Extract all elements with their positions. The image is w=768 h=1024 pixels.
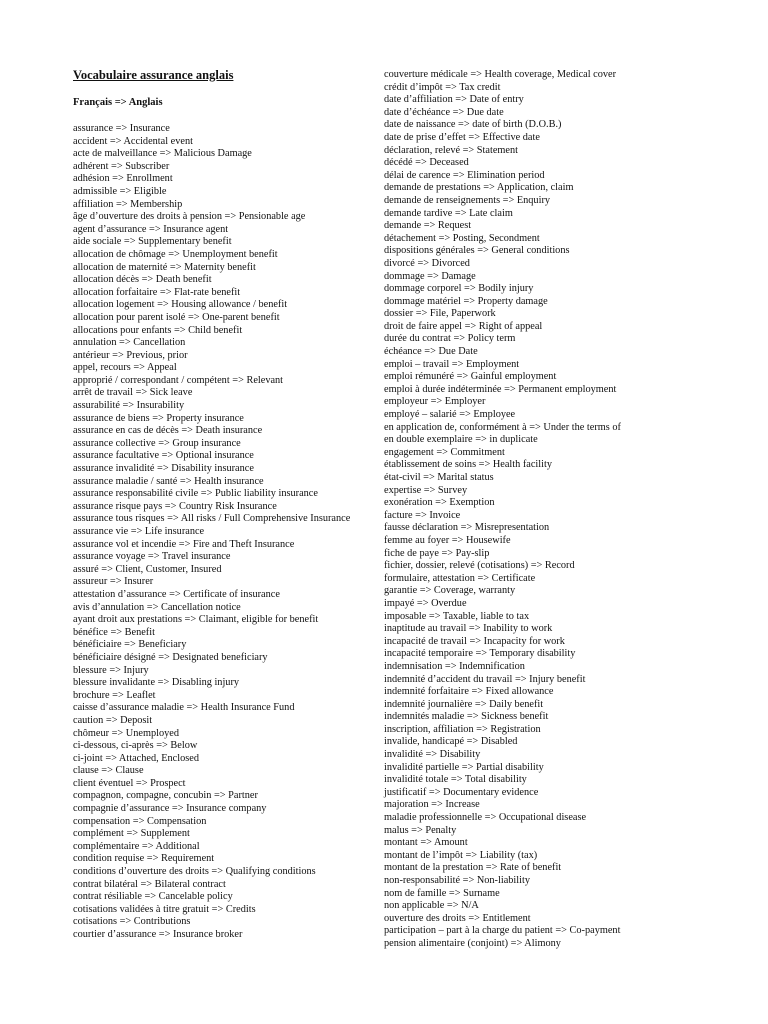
vocabulary-entry: emploi rémunéré => Gainful employment	[384, 371, 557, 383]
vocabulary-entry: clause => Clause	[73, 765, 144, 777]
vocabulary-entry: majoration => Increase	[384, 799, 480, 811]
vocabulary-entry: incapacité temporaire => Temporary disability	[384, 648, 576, 660]
left-entry-list	[73, 123, 363, 942]
vocabulary-entry: allocation forfaitaire => Flat-rate benefit	[73, 286, 241, 298]
vocabulary-entry: caution => Deposit	[73, 714, 153, 726]
vocabulary-entry: brochure => Leaflet	[73, 689, 156, 701]
vocabulary-entry: dommage corporel => Bodily injury	[384, 283, 534, 295]
vocabulary-entry: justificatif => Documentary evidence	[384, 786, 539, 798]
vocabulary-entry: assurance maladie / santé => Health insurance	[73, 475, 264, 487]
vocabulary-entry: incapacité de travail => Incapacity for work	[384, 635, 565, 647]
vocabulary-entry: adhésion => Enrollment	[73, 173, 173, 185]
vocabulary-entry: échéance => Due Date	[384, 346, 478, 358]
vocabulary-entry: antérieur => Previous, prior	[73, 349, 188, 361]
vocabulary-entry: montant => Amount	[384, 837, 468, 849]
vocabulary-entry: dispositions générales => General conditions	[384, 245, 570, 257]
vocabulary-entry: compagnon, compagne, concubin => Partner	[73, 790, 258, 802]
vocabulary-entry: assurance tous risques => All risks / Full Comprehensive Insurance	[73, 513, 351, 525]
vocabulary-entry: indemnité d’accident du travail => Injury benefit	[384, 673, 586, 685]
vocabulary-entry: contrat bilatéral => Bilateral contract	[73, 878, 226, 890]
vocabulary-entry: demande de renseignements => Enquiry	[384, 194, 551, 206]
vocabulary-entry: arrêt de travail => Sick leave	[73, 387, 193, 399]
vocabulary-entry: indemnités maladie => Sickness benefit	[384, 711, 549, 723]
vocabulary-entry: fausse déclaration => Misrepresentation	[384, 522, 550, 534]
vocabulary-entry: assurance en cas de décès => Death insurance	[73, 425, 263, 437]
vocabulary-entry: complémentaire => Additional	[73, 840, 200, 852]
vocabulary-entry: assurance collective => Group insurance	[73, 437, 241, 449]
vocabulary-entry: dommage matériel => Property damage	[384, 295, 548, 307]
vocabulary-entry: garantie => Coverage, warranty	[384, 585, 516, 597]
vocabulary-entry: approprié / correspondant / compétent => Relevant	[73, 374, 284, 386]
vocabulary-entry: non-responsabilité => Non-liability	[384, 875, 531, 886]
vocabulary-entry: avis d’annulation => Cancellation notice	[73, 601, 241, 613]
vocabulary-entry: blessure invalidante => Disabling injury	[73, 677, 240, 689]
vocabulary-entry: assurance de biens => Property insurance	[73, 412, 244, 424]
vocabulary-entry: emploi à durée indéterminée => Permanent employment	[384, 383, 617, 395]
vocabulary-entry: bénéficiaire => Beneficiary	[73, 639, 187, 651]
vocabulary-entry: assurance => Insurance	[73, 123, 170, 134]
vocabulary-entry: formulaire, attestation => Certificate	[384, 572, 536, 584]
vocabulary-entry: affiliation => Membership	[73, 198, 183, 210]
vocabulary-entry: en application de, conformément à => Under the terms of	[384, 421, 621, 433]
vocabulary-entry: invalidité partielle => Partial disability	[384, 761, 544, 773]
vocabulary-entry: ayant droit aux prestations => Claimant, eligible for benefit	[73, 614, 319, 626]
vocabulary-entry: invalidité totale => Total disability	[384, 774, 527, 786]
vocabulary-entry: déclaration, relevé => Statement	[384, 144, 518, 156]
vocabulary-entry: blessure => Injury	[73, 664, 149, 676]
vocabulary-entry: aide sociale => Supplementary benefit	[73, 236, 232, 248]
vocabulary-entry: inscription, affiliation => Registration	[384, 723, 541, 735]
vocabulary-entry: ci-joint => Attached, Enclosed	[73, 752, 199, 764]
vocabulary-entry: non applicable => N/A	[384, 900, 479, 912]
right-column	[384, 68, 680, 951]
vocabulary-entry: date de prise d’effet => Effective date	[384, 131, 540, 143]
vocabulary-entry: fichier, dossier, relevé (cotisations) => Record	[384, 560, 575, 572]
vocabulary-entry: allocation pour parent isolé => One-parent benefit	[73, 311, 280, 323]
vocabulary-entry: appel, recours => Appeal	[73, 362, 177, 374]
vocabulary-entry: assuré => Client, Customer, Insured	[73, 563, 222, 575]
vocabulary-entry: adhérent => Subscriber	[73, 160, 170, 172]
vocabulary-entry: caisse d’assurance maladie => Health Insurance Fund	[73, 702, 295, 714]
vocabulary-entry: assurance voyage => Travel insurance	[73, 551, 231, 563]
vocabulary-entry: assurance vol et incendie => Fire and Theft Insurance	[73, 538, 295, 550]
vocabulary-entry: allocation de chômage => Unemployment benefit	[73, 248, 278, 260]
vocabulary-entry: cotisations => Contributions	[73, 916, 191, 928]
vocabulary-entry: bénéficiaire désigné => Designated beneficiary	[73, 651, 268, 663]
document-title: Vocabulaire assurance anglais	[73, 68, 234, 82]
vocabulary-entry: agent d’assurance => Insurance agent	[73, 223, 229, 235]
vocabulary-entry: demande de prestations => Application, claim	[384, 182, 574, 194]
right-entry-list	[384, 69, 680, 951]
vocabulary-entry: dossier => File, Paperwork	[384, 308, 496, 320]
vocabulary-entry: indemnité journalière => Daily benefit	[384, 698, 544, 710]
vocabulary-entry: assurance facultative => Optional insurance	[73, 450, 254, 462]
vocabulary-entry: client éventuel => Prospect	[73, 777, 186, 789]
vocabulary-entry: attestation d’assurance => Certificate of insurance	[73, 588, 280, 600]
vocabulary-entry: demande tardive => Late claim	[384, 207, 513, 219]
vocabulary-entry: indemnisation => Indemnification	[384, 660, 525, 672]
vocabulary-entry: crédit d’impôt => Tax credit	[384, 81, 501, 93]
vocabulary-entry: participation – part à la charge du patient => Co-payment	[384, 925, 621, 937]
vocabulary-entry: accident => Accidental event	[73, 135, 193, 147]
vocabulary-entry: imposable => Taxable, liable to tax	[384, 610, 530, 622]
vocabulary-entry: employeur => Employer	[384, 396, 486, 408]
vocabulary-entry: âge d’ouverture des droits à pension => Pensionable age	[73, 211, 306, 223]
vocabulary-entry: bénéfice => Benefit	[73, 626, 155, 638]
vocabulary-entry: acte de malveillance => Malicious Damage	[73, 148, 252, 160]
vocabulary-entry: compensation => Compensation	[73, 815, 207, 827]
vocabulary-entry: couverture médicale => Health coverage, Medical cover	[384, 69, 617, 80]
vocabulary-entry: établissement de soins => Health facility	[384, 459, 553, 471]
vocabulary-entry: maladie professionnelle => Occupational disease	[384, 812, 587, 824]
vocabulary-entry: demande => Request	[384, 220, 472, 232]
vocabulary-entry: assureur => Insurer	[73, 576, 154, 588]
vocabulary-entry: annulation => Cancellation	[73, 337, 186, 349]
vocabulary-entry: allocation logement => Housing allowance / benefit	[73, 299, 288, 311]
vocabulary-entry: exonération => Exemption	[384, 497, 495, 509]
vocabulary-entry: état-civil => Marital status	[384, 472, 494, 483]
vocabulary-entry: assurance responsabilité civile => Public liability insurance	[73, 488, 318, 500]
vocabulary-entry: date d’échéance => Due date	[384, 106, 504, 118]
left-column	[73, 68, 363, 942]
vocabulary-entry: indemnité forfaitaire => Fixed allowance	[384, 686, 554, 698]
vocabulary-entry: employé – salarié => Employee	[384, 409, 516, 421]
vocabulary-entry: ouverture des droits => Entitlement	[384, 912, 531, 924]
vocabulary-entry: allocations pour enfants => Child benefit	[73, 324, 243, 336]
vocabulary-entry: impayé => Overdue	[384, 597, 467, 609]
vocabulary-entry: courtier d’assurance => Insurance broker	[73, 929, 243, 940]
vocabulary-entry: allocation décès => Death benefit	[73, 274, 212, 286]
vocabulary-entry: décédé => Deceased	[384, 157, 469, 169]
vocabulary-entry: malus => Penalty	[384, 824, 457, 836]
vocabulary-entry: admissible => Eligible	[73, 185, 167, 197]
vocabulary-entry: complément => Supplement	[73, 828, 190, 840]
vocabulary-entry: contrat résiliable => Cancelable policy	[73, 891, 233, 903]
vocabulary-entry: cotisations validées à titre gratuit => Credits	[73, 903, 256, 915]
vocabulary-entry: engagement => Commitment	[384, 446, 505, 458]
vocabulary-entry: assurance risque pays => Country Risk Insurance	[73, 500, 277, 512]
vocabulary-entry: assurabilité => Insurability	[73, 400, 185, 412]
vocabulary-entry: expertise => Survey	[384, 484, 468, 496]
vocabulary-entry: assurance vie => Life insurance	[73, 526, 205, 537]
vocabulary-entry: inaptitude au travail => Inability to work	[384, 623, 553, 635]
vocabulary-entry: délai de carence => Elimination period	[384, 169, 545, 181]
vocabulary-entry: invalidité => Disability	[384, 749, 481, 761]
vocabulary-entry: dommage => Damage	[384, 270, 476, 282]
vocabulary-entry: nom de famille => Surname	[384, 887, 500, 899]
vocabulary-entry: montant de la prestation => Rate of benefit	[384, 862, 562, 874]
vocabulary-entry: droit de faire appel => Right of appeal	[384, 320, 543, 332]
vocabulary-entry: femme au foyer => Housewife	[384, 534, 511, 546]
vocabulary-entry: pension alimentaire (conjoint) => Alimony	[384, 937, 561, 949]
vocabulary-entry: invalide, handicapé => Disabled	[384, 736, 518, 748]
vocabulary-entry: ci-dessous, ci-après => Below	[73, 740, 198, 752]
vocabulary-entry: montant de l’impôt => Liability (tax)	[384, 849, 538, 861]
vocabulary-entry: facture => Invoice	[384, 509, 461, 521]
vocabulary-entry: chômeur => Unemployed	[73, 727, 179, 739]
vocabulary-entry: fiche de paye => Pay-slip	[384, 547, 490, 559]
vocabulary-entry: date d’affiliation => Date of entry	[384, 94, 524, 106]
vocabulary-entry: conditions d’ouverture des droits => Qualifying conditions	[73, 866, 316, 878]
vocabulary-entry: allocation de maternité => Maternity benefit	[73, 261, 256, 273]
vocabulary-entry: condition requise => Requirement	[73, 853, 215, 865]
vocabulary-entry: emploi – travail => Employment	[384, 358, 520, 370]
vocabulary-entry: détachement => Posting, Secondment	[384, 232, 540, 244]
vocabulary-entry: divorcé => Divorced	[384, 257, 470, 269]
vocabulary-entry: en double exemplaire => in duplicate	[384, 434, 538, 446]
document-subtitle: Français => Anglais	[73, 97, 163, 108]
vocabulary-entry: assurance invalidité => Disability insurance	[73, 463, 254, 475]
vocabulary-entry: compagnie d’assurance => Insurance company	[73, 803, 267, 815]
vocabulary-entry: date de naissance => date of birth (D.O.B.)	[384, 119, 562, 131]
vocabulary-entry: durée du contrat => Policy term	[384, 333, 516, 345]
